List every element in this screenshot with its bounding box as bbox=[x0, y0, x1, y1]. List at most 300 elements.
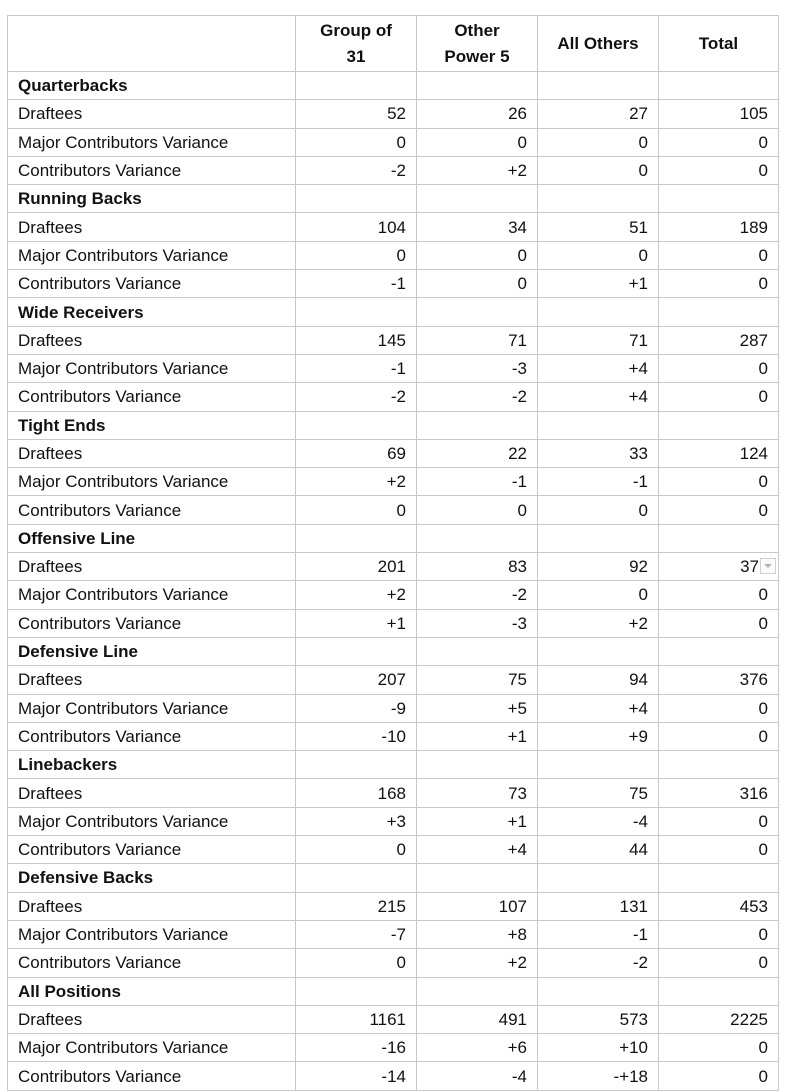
value-cell-group-of-31[interactable] bbox=[296, 439, 417, 467]
value-cell-all-others[interactable] bbox=[538, 807, 659, 835]
table-row bbox=[8, 666, 779, 694]
row-label-cell[interactable]: Contributors Variance bbox=[8, 270, 296, 298]
value-text: 145 bbox=[377, 330, 406, 350]
value-text: 107 bbox=[498, 896, 527, 916]
section-empty-cell-other-power-5[interactable] bbox=[417, 298, 538, 326]
value-cell-group-of-31[interactable] bbox=[296, 920, 417, 948]
table-row bbox=[8, 807, 779, 835]
section-empty-cell-other-power-5[interactable] bbox=[417, 411, 538, 439]
value-cell-other-power-5[interactable] bbox=[417, 949, 538, 977]
value-text: +4 bbox=[628, 698, 648, 718]
value-cell-group-of-31[interactable] bbox=[296, 949, 417, 977]
section-title-cell[interactable]: Wide Receivers bbox=[8, 298, 296, 326]
section-empty-cell-all-others[interactable] bbox=[538, 524, 659, 552]
value-text: 0 bbox=[758, 811, 768, 831]
value-text: 73 bbox=[508, 783, 527, 803]
row-label-cell[interactable]: Major Contributors Variance bbox=[8, 128, 296, 156]
table-body bbox=[8, 72, 779, 1091]
value-cell-group-of-31[interactable] bbox=[296, 468, 417, 496]
section-header-row bbox=[8, 185, 779, 213]
section-title-cell[interactable]: Running Backs bbox=[8, 185, 296, 213]
value-text: -1 bbox=[511, 472, 527, 492]
value-text: -2 bbox=[390, 161, 406, 181]
section-header-row bbox=[8, 637, 779, 665]
value-cell-total[interactable] bbox=[659, 892, 779, 920]
value-text: +2 bbox=[507, 953, 527, 973]
value-cell-group-of-31[interactable] bbox=[296, 100, 417, 128]
value-text: +4 bbox=[628, 359, 648, 379]
value-text: 0 bbox=[396, 500, 406, 520]
value-cell-all-others[interactable] bbox=[538, 892, 659, 920]
value-cell-group-of-31[interactable] bbox=[296, 1005, 417, 1033]
section-empty-cell-all-others[interactable] bbox=[538, 298, 659, 326]
row-label-cell[interactable]: Contributors Variance bbox=[8, 383, 296, 411]
value-cell-all-others[interactable] bbox=[538, 156, 659, 184]
value-cell-all-others[interactable] bbox=[538, 694, 659, 722]
section-empty-cell-total[interactable] bbox=[659, 751, 779, 779]
value-cell-total[interactable] bbox=[659, 213, 779, 241]
section-empty-cell-group-of-31[interactable] bbox=[296, 751, 417, 779]
value-cell-all-others[interactable] bbox=[538, 920, 659, 948]
row-label-cell[interactable]: Draftees bbox=[8, 553, 296, 581]
value-cell-total[interactable] bbox=[659, 383, 779, 411]
draft-variance-table bbox=[7, 15, 779, 1091]
value-cell-all-others[interactable] bbox=[538, 241, 659, 269]
value-text: 131 bbox=[619, 896, 648, 916]
value-cell-all-others[interactable] bbox=[538, 666, 659, 694]
value-cell-other-power-5[interactable] bbox=[417, 241, 538, 269]
section-header-row bbox=[8, 72, 779, 100]
value-cell-other-power-5[interactable] bbox=[417, 920, 538, 948]
section-empty-cell-other-power-5[interactable] bbox=[417, 637, 538, 665]
value-text: -1 bbox=[632, 925, 648, 945]
value-text: +4 bbox=[628, 387, 648, 407]
value-text: 44 bbox=[629, 840, 648, 860]
value-text: 201 bbox=[377, 557, 406, 577]
value-cell-total[interactable] bbox=[659, 920, 779, 948]
section-header-row bbox=[8, 977, 779, 1005]
value-text: 71 bbox=[508, 330, 527, 350]
table-row bbox=[8, 920, 779, 948]
value-cell-all-others[interactable] bbox=[538, 836, 659, 864]
section-empty-cell-group-of-31[interactable] bbox=[296, 298, 417, 326]
value-text: +1 bbox=[507, 726, 527, 746]
value-cell-other-power-5[interactable] bbox=[417, 807, 538, 835]
section-empty-cell-group-of-31[interactable] bbox=[296, 185, 417, 213]
value-cell-all-others[interactable] bbox=[538, 496, 659, 524]
value-text: 0 bbox=[758, 132, 768, 152]
section-empty-cell-other-power-5[interactable] bbox=[417, 185, 538, 213]
value-text: -2 bbox=[390, 387, 406, 407]
value-cell-other-power-5[interactable] bbox=[417, 213, 538, 241]
value-cell-group-of-31[interactable] bbox=[296, 722, 417, 750]
row-label-cell[interactable]: Draftees bbox=[8, 1005, 296, 1033]
value-text: 0 bbox=[517, 274, 527, 294]
value-cell-other-power-5[interactable] bbox=[417, 100, 538, 128]
row-label-cell[interactable]: Major Contributors Variance bbox=[8, 241, 296, 269]
value-cell-group-of-31[interactable] bbox=[296, 326, 417, 354]
header-group-of-31-line1: Group of bbox=[320, 20, 392, 40]
value-cell-total[interactable] bbox=[659, 666, 779, 694]
value-cell-total[interactable] bbox=[659, 128, 779, 156]
value-cell-total[interactable] bbox=[659, 779, 779, 807]
value-cell-all-others[interactable] bbox=[538, 354, 659, 382]
value-cell-total[interactable] bbox=[659, 468, 779, 496]
value-cell-total[interactable] bbox=[659, 100, 779, 128]
value-cell-total[interactable] bbox=[659, 1005, 779, 1033]
value-text: 207 bbox=[377, 670, 406, 690]
section-empty-cell-total[interactable] bbox=[659, 185, 779, 213]
value-cell-other-power-5[interactable] bbox=[417, 553, 538, 581]
value-cell-group-of-31[interactable] bbox=[296, 156, 417, 184]
section-empty-cell-all-others[interactable] bbox=[538, 185, 659, 213]
section-empty-cell-other-power-5[interactable] bbox=[417, 524, 538, 552]
value-cell-other-power-5[interactable] bbox=[417, 694, 538, 722]
header-all-others[interactable]: All Others bbox=[538, 16, 659, 72]
value-cell-total[interactable] bbox=[659, 439, 779, 467]
value-text: 0 bbox=[758, 274, 768, 294]
row-label-cell[interactable]: Draftees bbox=[8, 100, 296, 128]
section-empty-cell-total[interactable] bbox=[659, 298, 779, 326]
row-label-cell[interactable]: Major Contributors Variance bbox=[8, 807, 296, 835]
row-label-cell[interactable]: Contributors Variance bbox=[8, 496, 296, 524]
value-cell-total[interactable] bbox=[659, 354, 779, 382]
value-cell-group-of-31[interactable] bbox=[296, 241, 417, 269]
row-label-cell[interactable]: Major Contributors Variance bbox=[8, 581, 296, 609]
value-cell-other-power-5[interactable] bbox=[417, 128, 538, 156]
value-text: 92 bbox=[629, 557, 648, 577]
value-cell-group-of-31[interactable] bbox=[296, 836, 417, 864]
table-row bbox=[8, 892, 779, 920]
value-cell-group-of-31[interactable] bbox=[296, 553, 417, 581]
value-text: +1 bbox=[507, 811, 527, 831]
section-empty-cell-group-of-31[interactable] bbox=[296, 977, 417, 1005]
value-cell-group-of-31[interactable] bbox=[296, 694, 417, 722]
value-text: 94 bbox=[629, 670, 648, 690]
value-cell-total[interactable] bbox=[659, 694, 779, 722]
section-empty-cell-group-of-31[interactable] bbox=[296, 637, 417, 665]
section-title-cell[interactable]: Linebackers bbox=[8, 751, 296, 779]
section-title-cell[interactable]: Defensive Backs bbox=[8, 864, 296, 892]
value-cell-other-power-5[interactable] bbox=[417, 383, 538, 411]
value-text: 71 bbox=[629, 330, 648, 350]
section-empty-cell-all-others[interactable] bbox=[538, 864, 659, 892]
row-label-cell[interactable]: Major Contributors Variance bbox=[8, 694, 296, 722]
value-cell-all-others[interactable] bbox=[538, 1005, 659, 1033]
value-cell-other-power-5[interactable] bbox=[417, 609, 538, 637]
value-cell-other-power-5[interactable] bbox=[417, 892, 538, 920]
value-cell-other-power-5[interactable] bbox=[417, 326, 538, 354]
section-empty-cell-group-of-31[interactable] bbox=[296, 524, 417, 552]
row-label-cell[interactable]: Major Contributors Variance bbox=[8, 1034, 296, 1062]
section-empty-cell-other-power-5[interactable] bbox=[417, 72, 538, 100]
section-empty-cell-all-others[interactable] bbox=[538, 411, 659, 439]
value-text: 0 bbox=[396, 132, 406, 152]
value-cell-group-of-31[interactable] bbox=[296, 609, 417, 637]
value-cell-other-power-5[interactable] bbox=[417, 156, 538, 184]
section-header-row bbox=[8, 751, 779, 779]
value-cell-group-of-31[interactable] bbox=[296, 892, 417, 920]
value-cell-other-power-5[interactable] bbox=[417, 1005, 538, 1033]
value-text: 33 bbox=[629, 444, 648, 463]
value-text: 37 bbox=[740, 557, 759, 577]
value-text: 189 bbox=[739, 217, 768, 237]
value-cell-all-others[interactable] bbox=[538, 270, 659, 298]
header-other-power-5[interactable] bbox=[417, 16, 538, 72]
value-text: 104 bbox=[377, 217, 406, 237]
value-cell-other-power-5[interactable] bbox=[417, 468, 538, 496]
row-label-cell[interactable]: Contributors Variance bbox=[8, 609, 296, 637]
row-label-cell[interactable]: Draftees bbox=[8, 326, 296, 354]
value-text: -2 bbox=[632, 953, 648, 973]
row-label-cell[interactable]: Contributors Variance bbox=[8, 949, 296, 977]
value-text: +2 bbox=[628, 613, 648, 633]
value-text: 0 bbox=[638, 245, 648, 265]
value-cell-total[interactable] bbox=[659, 270, 779, 298]
value-cell-group-of-31[interactable] bbox=[296, 496, 417, 524]
section-header-row bbox=[8, 864, 779, 892]
table-row bbox=[8, 468, 779, 496]
value-cell-all-others[interactable] bbox=[538, 383, 659, 411]
value-cell-other-power-5[interactable] bbox=[417, 1062, 538, 1090]
value-cell-other-power-5[interactable] bbox=[417, 722, 538, 750]
value-text: 105 bbox=[739, 104, 768, 124]
section-empty-cell-group-of-31[interactable] bbox=[296, 411, 417, 439]
value-text: 453 bbox=[739, 896, 768, 916]
value-text: -1 bbox=[632, 472, 648, 492]
table-row bbox=[8, 581, 779, 609]
row-label-cell[interactable]: Contributors Variance bbox=[8, 722, 296, 750]
value-cell-other-power-5[interactable] bbox=[417, 439, 538, 467]
value-text: 0 bbox=[758, 161, 768, 181]
value-text: +8 bbox=[507, 925, 527, 945]
header-group-of-31[interactable] bbox=[296, 16, 417, 72]
row-label-cell[interactable]: Draftees bbox=[8, 892, 296, 920]
value-cell-other-power-5[interactable] bbox=[417, 836, 538, 864]
value-cell-all-others[interactable] bbox=[538, 581, 659, 609]
value-text: 83 bbox=[508, 557, 527, 577]
value-cell-all-others[interactable] bbox=[538, 722, 659, 750]
value-text: -2 bbox=[511, 387, 527, 407]
section-empty-cell-total[interactable] bbox=[659, 524, 779, 552]
value-cell-other-power-5[interactable] bbox=[417, 354, 538, 382]
row-label-cell[interactable]: Major Contributors Variance bbox=[8, 354, 296, 382]
row-label-cell[interactable]: Contributors Variance bbox=[8, 836, 296, 864]
value-cell-total[interactable] bbox=[659, 496, 779, 524]
value-text: 2225 bbox=[730, 1009, 768, 1029]
section-empty-cell-group-of-31[interactable] bbox=[296, 72, 417, 100]
value-cell-total[interactable] bbox=[659, 807, 779, 835]
value-cell-other-power-5[interactable] bbox=[417, 270, 538, 298]
table-row bbox=[8, 949, 779, 977]
value-cell-group-of-31[interactable] bbox=[296, 270, 417, 298]
value-cell-total[interactable] bbox=[659, 241, 779, 269]
row-label-cell[interactable]: Draftees bbox=[8, 779, 296, 807]
value-cell-total[interactable] bbox=[659, 581, 779, 609]
table-row bbox=[8, 1005, 779, 1033]
value-cell-group-of-31[interactable] bbox=[296, 354, 417, 382]
header-group-of-31-line2: 31 bbox=[346, 46, 366, 66]
value-cell-total[interactable] bbox=[659, 836, 779, 864]
value-cell-total[interactable] bbox=[659, 722, 779, 750]
value-cell-total[interactable] bbox=[659, 326, 779, 354]
value-text: -2 bbox=[511, 585, 527, 605]
row-label-cell[interactable]: Major Contributors Variance bbox=[8, 920, 296, 948]
value-cell-group-of-31[interactable] bbox=[296, 581, 417, 609]
section-header-row bbox=[8, 411, 779, 439]
value-cell-all-others[interactable] bbox=[538, 326, 659, 354]
table-row bbox=[8, 836, 779, 864]
section-empty-cell-other-power-5[interactable] bbox=[417, 977, 538, 1005]
value-text: -3 bbox=[511, 359, 527, 379]
value-cell-group-of-31[interactable] bbox=[296, 807, 417, 835]
value-cell-total[interactable] bbox=[659, 1062, 779, 1090]
value-cell-group-of-31[interactable] bbox=[296, 383, 417, 411]
value-text: 0 bbox=[517, 500, 527, 520]
value-text: 0 bbox=[396, 840, 406, 860]
value-cell-all-others[interactable] bbox=[538, 949, 659, 977]
value-cell-total[interactable] bbox=[659, 1034, 779, 1062]
value-cell-all-others[interactable] bbox=[538, 100, 659, 128]
value-text: -16 bbox=[381, 1038, 406, 1058]
section-empty-cell-all-others[interactable] bbox=[538, 977, 659, 1005]
section-empty-cell-group-of-31[interactable] bbox=[296, 864, 417, 892]
table-row bbox=[8, 128, 779, 156]
value-cell-all-others[interactable] bbox=[538, 439, 659, 467]
section-header-row bbox=[8, 524, 779, 552]
value-cell-all-others[interactable] bbox=[538, 1062, 659, 1090]
table-container bbox=[7, 15, 779, 1091]
value-text: 0 bbox=[758, 840, 768, 860]
section-empty-cell-all-others[interactable] bbox=[538, 751, 659, 779]
row-label-cell[interactable]: Draftees bbox=[8, 666, 296, 694]
section-title-cell[interactable]: Tight Ends bbox=[8, 411, 296, 439]
section-title-cell[interactable]: Offensive Line bbox=[8, 524, 296, 552]
header-total[interactable]: Total bbox=[659, 16, 779, 72]
table-row bbox=[8, 1034, 779, 1062]
value-text: -3 bbox=[511, 613, 527, 633]
section-empty-cell-other-power-5[interactable] bbox=[417, 864, 538, 892]
value-text: 376 bbox=[739, 670, 768, 690]
row-label-cell[interactable]: Major Contributors Variance bbox=[8, 468, 296, 496]
value-text: 52 bbox=[387, 104, 406, 124]
value-text: 51 bbox=[629, 217, 648, 237]
section-empty-cell-all-others[interactable] bbox=[538, 637, 659, 665]
value-cell-all-others[interactable] bbox=[538, 1034, 659, 1062]
header-row bbox=[8, 16, 779, 72]
value-text: 1161 bbox=[369, 1009, 406, 1029]
section-empty-cell-total[interactable] bbox=[659, 864, 779, 892]
row-label-cell[interactable]: Draftees bbox=[8, 213, 296, 241]
table-row bbox=[8, 722, 779, 750]
value-cell-other-power-5[interactable] bbox=[417, 581, 538, 609]
value-text: +5 bbox=[507, 698, 527, 718]
table-row bbox=[8, 354, 779, 382]
value-text: +2 bbox=[507, 161, 527, 181]
table-row bbox=[8, 439, 779, 467]
row-label-cell[interactable]: Contributors Variance bbox=[8, 156, 296, 184]
value-cell-total[interactable] bbox=[659, 949, 779, 977]
value-cell-other-power-5[interactable] bbox=[417, 496, 538, 524]
table-row bbox=[8, 383, 779, 411]
value-text: -+18 bbox=[613, 1066, 648, 1086]
value-text: 0 bbox=[758, 245, 768, 265]
dropdown-arrow-icon[interactable] bbox=[760, 558, 776, 574]
table-row bbox=[8, 326, 779, 354]
value-text: 0 bbox=[758, 359, 768, 379]
value-text: 75 bbox=[508, 670, 527, 690]
value-text: 0 bbox=[758, 472, 768, 492]
value-text: 168 bbox=[377, 783, 406, 803]
row-label-cell[interactable]: Draftees bbox=[8, 439, 296, 467]
header-blank-cell[interactable] bbox=[8, 16, 296, 72]
value-text: 316 bbox=[739, 783, 768, 803]
table-row bbox=[8, 1062, 779, 1090]
table-row bbox=[8, 553, 779, 581]
value-text: 0 bbox=[396, 953, 406, 973]
section-empty-cell-total[interactable] bbox=[659, 72, 779, 100]
table-row bbox=[8, 694, 779, 722]
section-title-cell[interactable]: Quarterbacks bbox=[8, 72, 296, 100]
value-cell-total[interactable] bbox=[659, 609, 779, 637]
section-empty-cell-total[interactable] bbox=[659, 411, 779, 439]
value-cell-all-others[interactable] bbox=[538, 128, 659, 156]
value-text: 0 bbox=[758, 613, 768, 633]
value-cell-group-of-31[interactable] bbox=[296, 213, 417, 241]
value-text: 0 bbox=[758, 1038, 768, 1058]
value-text: +1 bbox=[628, 274, 648, 294]
value-text: 75 bbox=[629, 783, 648, 803]
value-cell-all-others[interactable] bbox=[538, 553, 659, 581]
value-cell-group-of-31[interactable] bbox=[296, 666, 417, 694]
value-text: 0 bbox=[758, 500, 768, 520]
value-cell-other-power-5[interactable] bbox=[417, 1034, 538, 1062]
section-empty-cell-other-power-5[interactable] bbox=[417, 751, 538, 779]
value-cell-all-others[interactable] bbox=[538, 213, 659, 241]
value-text: 0 bbox=[638, 500, 648, 520]
value-cell-all-others[interactable] bbox=[538, 779, 659, 807]
section-title-cell[interactable]: All Positions bbox=[8, 977, 296, 1005]
section-title-cell[interactable]: Defensive Line bbox=[8, 637, 296, 665]
value-cell-group-of-31[interactable] bbox=[296, 1062, 417, 1090]
value-text: 0 bbox=[758, 585, 768, 605]
value-text: 0 bbox=[638, 585, 648, 605]
section-empty-cell-total[interactable] bbox=[659, 637, 779, 665]
value-cell-group-of-31[interactable] bbox=[296, 779, 417, 807]
value-text: 69 bbox=[387, 444, 406, 463]
value-text: +2 bbox=[386, 585, 406, 605]
value-text: 215 bbox=[377, 896, 406, 916]
value-cell-group-of-31[interactable] bbox=[296, 128, 417, 156]
value-text: 0 bbox=[517, 245, 527, 265]
value-text: 34 bbox=[508, 217, 527, 237]
value-cell-all-others[interactable] bbox=[538, 609, 659, 637]
value-cell-group-of-31[interactable] bbox=[296, 1034, 417, 1062]
value-cell-other-power-5[interactable] bbox=[417, 779, 538, 807]
value-text: 22 bbox=[508, 444, 527, 463]
table-row bbox=[8, 241, 779, 269]
table-row bbox=[8, 100, 779, 128]
section-empty-cell-all-others[interactable] bbox=[538, 72, 659, 100]
section-empty-cell-total[interactable] bbox=[659, 977, 779, 1005]
value-cell-all-others[interactable] bbox=[538, 468, 659, 496]
value-cell-total[interactable] bbox=[659, 156, 779, 184]
section-header-row bbox=[8, 298, 779, 326]
row-label-cell[interactable]: Contributors Variance bbox=[8, 1062, 296, 1090]
value-cell-total[interactable] bbox=[659, 553, 779, 581]
value-text: -7 bbox=[390, 925, 406, 945]
value-cell-other-power-5[interactable] bbox=[417, 666, 538, 694]
